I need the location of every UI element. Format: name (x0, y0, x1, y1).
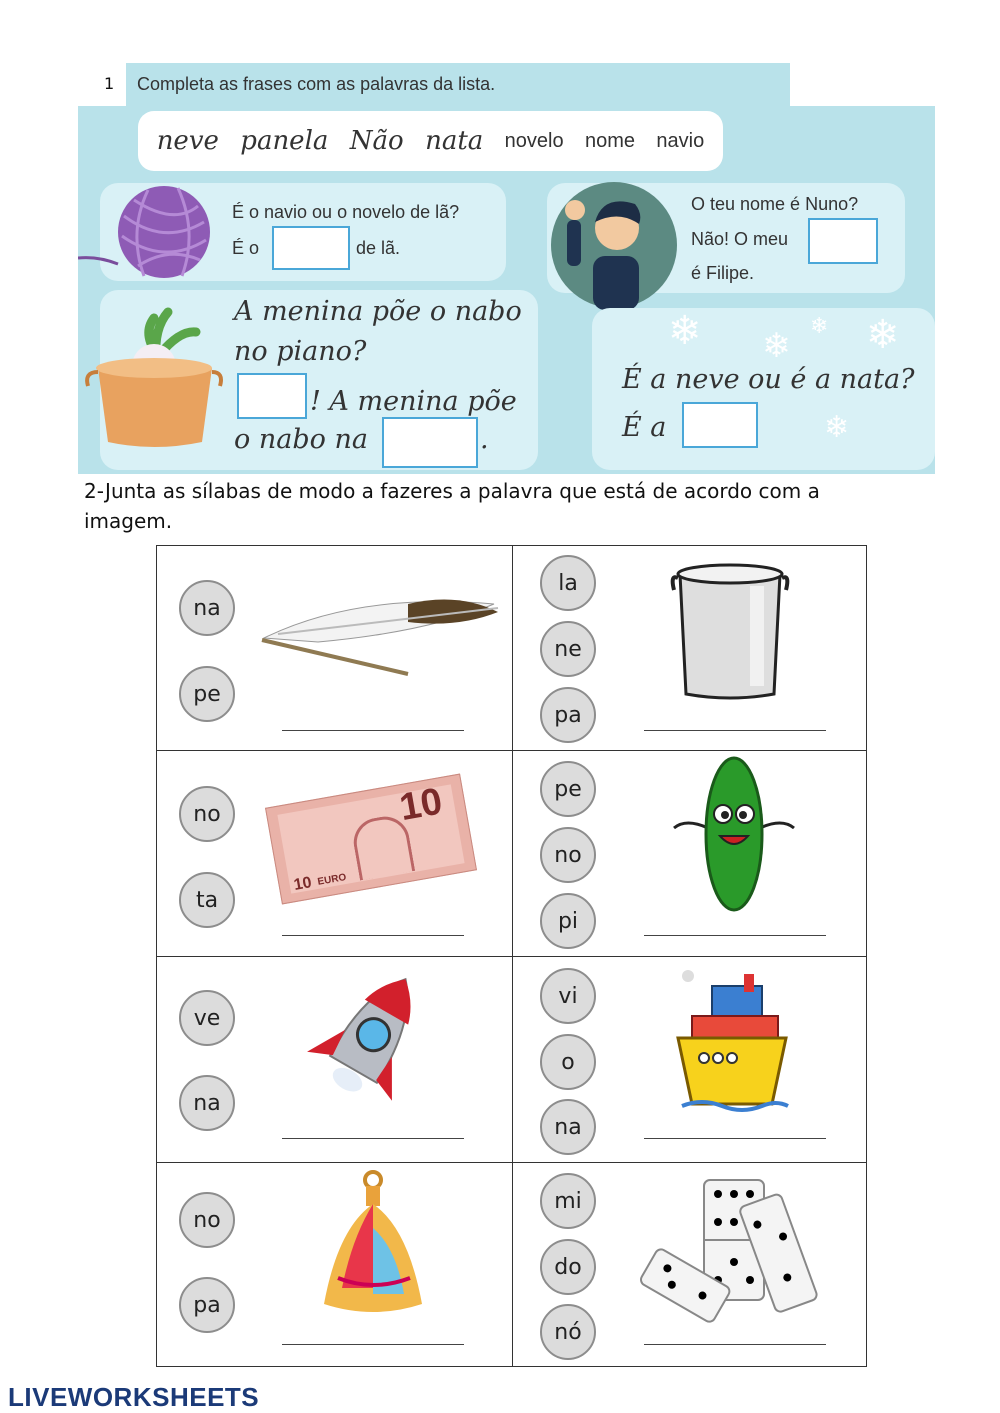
dominoes-image (638, 1176, 818, 1326)
answer-line[interactable] (644, 1138, 826, 1139)
answer-box[interactable] (272, 226, 350, 270)
grid-divider (156, 956, 867, 957)
rocket-image (306, 964, 436, 1114)
syllable-token[interactable]: no (179, 786, 235, 842)
answer-line[interactable] (282, 1138, 464, 1139)
boy-answer-start: Não! O meu (691, 229, 789, 249)
yarn-ball-icon (78, 186, 218, 280)
syllable-token[interactable]: pa (540, 687, 596, 743)
cooking-pot-image (670, 560, 790, 702)
banknote-value: 10 (396, 780, 446, 830)
pot-question-line2: no piano? (234, 336, 367, 367)
snow-question: É a neve ou é a nata? (622, 364, 915, 395)
yarn-answer-start: É o (232, 238, 260, 258)
syllable-token[interactable]: no (179, 1192, 235, 1248)
word-bank-item: panela (240, 126, 329, 156)
syllable-token[interactable]: no (540, 827, 596, 883)
syllable-token[interactable]: mi (540, 1173, 596, 1229)
word-bank (138, 111, 723, 171)
pot-with-turnip-icon (84, 304, 224, 450)
answer-line[interactable] (644, 935, 826, 936)
syllable-token[interactable]: na (540, 1099, 596, 1155)
syllable-token[interactable]: pa (179, 1277, 235, 1333)
pot-answer-line2-end: . (480, 424, 489, 455)
syllable-token[interactable]: ne (540, 621, 596, 677)
answer-box[interactable] (237, 373, 307, 419)
syllable-token[interactable]: do (540, 1239, 596, 1295)
yarn-question: É o navio ou o novelo de lã? (232, 202, 460, 222)
syllable-token[interactable]: o (540, 1034, 596, 1090)
word-bank-item: neve (156, 126, 219, 156)
cucumber-character-image (668, 756, 800, 912)
exercise-number: 1 (104, 74, 115, 93)
snowflake-icon: ❄ (810, 314, 829, 339)
pot-question-line1: A menina põe o nabo (234, 296, 522, 327)
pot-answer-line2-start: o nabo na (234, 424, 368, 455)
answer-line[interactable] (282, 1344, 464, 1345)
syllable-token[interactable]: pe (540, 761, 596, 817)
ship-image (672, 966, 792, 1116)
syllable-token[interactable]: ve (179, 990, 235, 1046)
syllable-token[interactable]: na (179, 580, 235, 636)
answer-box[interactable] (382, 417, 478, 468)
syllable-token[interactable]: na (179, 1075, 235, 1131)
syllable-token[interactable]: nó (540, 1304, 596, 1360)
word-bank-item: novelo (504, 129, 564, 152)
snowflake-icon: ❄ (668, 308, 702, 354)
snow-answer-start: É a (622, 412, 667, 443)
syllable-token[interactable]: vi (540, 968, 596, 1024)
answer-line[interactable] (282, 730, 464, 731)
exercise1-instruction: Completa as frases com as palavras da lista. (137, 74, 496, 94)
word-bank-item: Não (349, 126, 404, 156)
boy-answer-end: é Filipe. (691, 263, 755, 283)
syllable-token[interactable]: ta (179, 872, 235, 928)
word-bank-item: navio (656, 129, 705, 152)
snowflake-icon: ❄ (866, 312, 900, 358)
word-bank-item: nome (585, 129, 636, 152)
exercise2-instruction: 2-Junta as sílabas de modo a fazeres a palavra que está de acordo com a imagem. (84, 479, 820, 533)
answer-line[interactable] (644, 1344, 826, 1345)
banknote-label: EURO (316, 871, 348, 888)
answer-box[interactable] (808, 218, 878, 264)
liveworksheets-logo: LIVEWORKSHEETS (8, 1382, 260, 1412)
pot-answer-line1: ! A menina põe (310, 386, 517, 417)
syllable-token[interactable]: pe (179, 666, 235, 722)
feather-image (258, 582, 504, 678)
answer-box[interactable] (682, 402, 758, 448)
boy-question: O teu nome é Nuno? (691, 194, 859, 214)
syllable-token[interactable]: la (540, 555, 596, 611)
snowflake-icon: ❄ (824, 410, 850, 445)
syllable-token[interactable]: pi (540, 893, 596, 949)
spinning-top-image (318, 1168, 428, 1320)
answer-line[interactable] (282, 935, 464, 936)
snowflake-icon: ❄ (762, 326, 791, 366)
word-bank-item: nata (425, 126, 484, 156)
grid-divider (156, 750, 867, 751)
boy-avatar (549, 180, 679, 310)
grid-divider (156, 1162, 867, 1163)
answer-line[interactable] (644, 730, 826, 731)
banknote-value-small: 10 (292, 874, 313, 894)
yarn-answer-end: de lã. (356, 238, 401, 258)
